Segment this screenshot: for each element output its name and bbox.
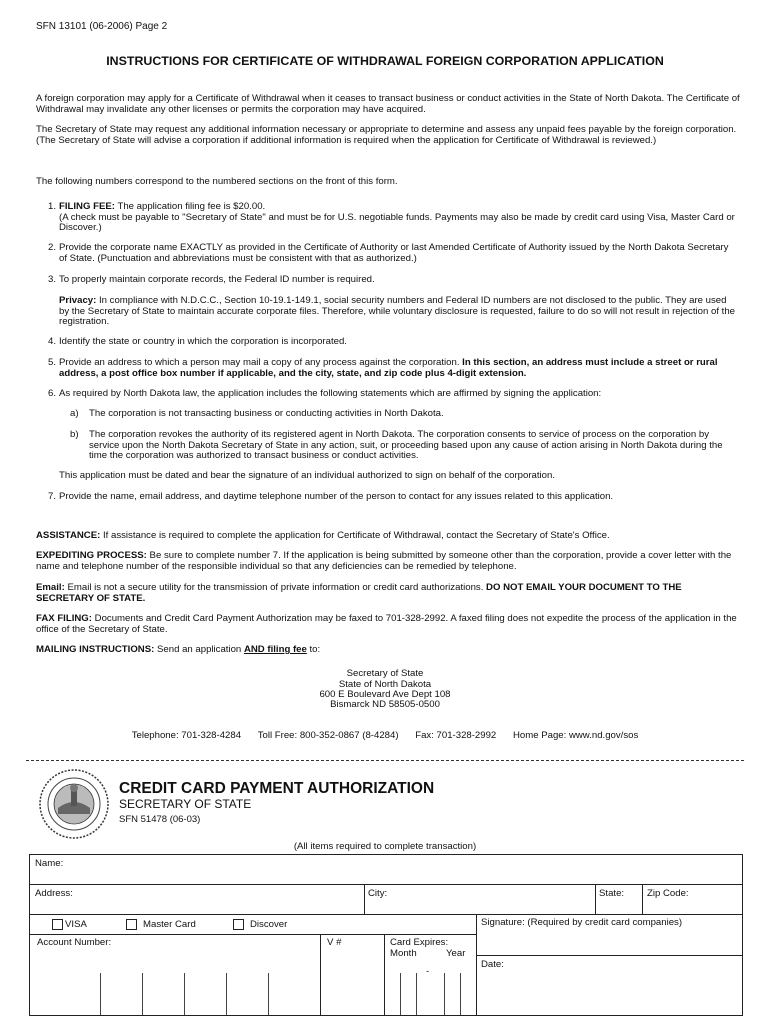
account-number-label: Account Number:	[37, 937, 112, 948]
state-seal-icon	[38, 768, 110, 840]
mastercard-label: Master Card	[143, 919, 196, 930]
discover-label: Discover	[250, 919, 288, 930]
note-heading: EXPEDITING PROCESS:	[36, 550, 147, 561]
cc-form-number: SFN 51478 (06-03)	[119, 814, 201, 825]
expediting-note	[36, 551, 740, 572]
zip-field-label: Zip Code:	[647, 888, 689, 899]
address-line-3: 600 E Boulevard Ave Dept 108	[319, 689, 451, 700]
note-body: If assistance is required to complete the application for Certificate of Withdrawal, contact the Secretary of State's Office.	[100, 530, 610, 541]
note-warning: DO NOT EMAIL YOUR DOCUMENT TO THE SECRETARY OF STATE.	[36, 582, 682, 604]
card-expires-label: Card Expires:	[390, 937, 449, 948]
statement-label: a)	[70, 408, 79, 419]
state-field-label: State:	[599, 888, 625, 899]
item-heading: FILING FEE:	[59, 201, 115, 212]
toll-free: Toll Free: 800-352-0867 (8-4284)	[257, 730, 399, 741]
fax-note	[36, 614, 740, 635]
privacy-heading: Privacy:	[59, 295, 97, 306]
note-body: Send an application	[154, 644, 244, 655]
item-text	[59, 358, 739, 379]
cc-office: SECRETARY OF STATE	[119, 797, 252, 811]
item-text: This application must be dated and bear the signature of an individual authorized to sign on behalf of the corporation.	[59, 470, 556, 481]
contact-line	[0, 731, 770, 742]
item-text: As required by North Dakota law, the application includes the following statements which are affirmed by signing the application:	[59, 388, 602, 399]
note-body: Email is not a secure utility for the transmission of private information or credit card authorizations.	[64, 582, 487, 593]
intro-paragraph-1: A foreign corporation may apply for a Certificate of Withdrawal when it ceases to transact business or conduct activities in the State of North Dakota. The Certificate of Withdrawal may invalidate any other licenses or permits the corporation may have acquired.	[36, 93, 740, 115]
item-text: Identify the state or country in which the corporation is incorporated.	[59, 336, 347, 347]
note-underline: AND filing fee	[243, 644, 307, 655]
item-number: 2.	[47, 242, 56, 253]
item-number: 6.	[47, 388, 56, 399]
note-heading: FAX FILING:	[36, 613, 92, 624]
name-field-label: Name:	[35, 858, 64, 869]
statement-label: b)	[70, 429, 79, 440]
privacy-body: In compliance with N.D.C.C., Section 10-19.1-149.1, social security numbers and Federal ID numbers are not disclosed to the public. They are used by the Secretary of State to maintain accurate corporate files. Therefore, while voluntary disclosure is requested, failure to do so will not result in rejection of the registration.	[59, 295, 735, 328]
required-note: (All items required to complete transaction)	[293, 841, 477, 852]
address-field-label: Address:	[35, 888, 73, 899]
item-text: Provide the name, email address, and daytime telephone number of the person to contact for any issues related to this application.	[59, 491, 614, 502]
item-body-2: (A check must be payable to "Secretary of State" and must be for U.S. negotiable funds. Payments may also be made by credit card using Visa, Master Card or Discover.)	[59, 211, 735, 234]
item-text: To properly maintain corporate records, the Federal ID number is required.	[59, 274, 375, 285]
item-body: Provide an address to which a person may mail a copy of any process against the corporation.	[59, 357, 463, 368]
statement-text: The corporation revokes the authority of its registered agent in North Dakota. The corporation consents to service of process on the corporation by service upon the North Dakota Secretary of State in any action, suit, or proceeding based upon any cause of action arising in North Dakota during the time the corporation was authorized to transact business or conduct activities.	[89, 429, 723, 462]
note-body: Be sure to complete number 7. If the application is being submitted by someone other than the corporation, provide a cover letter with the name and telephone number of the responsible individual so that any deficiencies can be remedied by telephone.	[36, 550, 732, 572]
statement-text: The corporation is not transacting business or conducting activities in North Dakota.	[89, 408, 444, 419]
home-page: Home Page: www.nd.gov/sos	[512, 730, 639, 741]
visa-checkbox[interactable]	[52, 919, 63, 930]
note-heading: ASSISTANCE:	[36, 530, 101, 541]
note-heading: MAILING INSTRUCTIONS:	[36, 644, 155, 655]
note-heading: Email:	[36, 582, 65, 593]
year-label: Year	[446, 948, 466, 959]
item-text	[59, 202, 739, 234]
month-label: Month	[390, 948, 417, 959]
item-number: 3.	[47, 274, 56, 285]
item-body: The application filing fee is $20.00.	[114, 201, 266, 212]
address-line-1: Secretary of State	[346, 668, 424, 679]
telephone: Telephone: 701-328-4284	[131, 730, 242, 741]
item-number: 7.	[47, 491, 56, 502]
item-text: Provide the corporate name EXACTLY as provided in the Certificate of Authority or last Amended Certificate of Authority issued by the North Dakota Secretary of State. (Punctuation and abbreviations must be consistent with that as authorized.)	[59, 242, 729, 264]
signature-field-label: Signature: (Required by credit card companies)	[481, 917, 683, 928]
date-field-label: Date:	[481, 959, 504, 970]
mastercard-checkbox[interactable]	[126, 919, 137, 930]
assistance-note	[36, 531, 740, 542]
form-header: SFN 13101 (06-2006) Page 2	[36, 21, 168, 32]
note-body: Documents and Credit Card Payment Authorization may be faxed to 701-328-2992. A faxed filing does not expedite the process of the application in the office of the Secretary of State.	[36, 613, 737, 635]
city-field-label: City:	[368, 888, 388, 899]
v-number-label: V #	[327, 937, 342, 948]
address-line-2: State of North Dakota	[338, 679, 432, 690]
item-number: 1.	[47, 201, 56, 212]
note-body-2: to:	[306, 644, 321, 655]
intro-paragraph-2: The Secretary of State may request any additional information necessary or appropriate to determine and assess any unpaid fees payable by the foreign corporation. (The Secretary of State will advise a corporation if additional information is required when the application for Certificate of Withdrawal is reviewed.)	[36, 124, 737, 146]
cc-title: CREDIT CARD PAYMENT AUTHORIZATION	[119, 780, 435, 797]
date-separator: -	[426, 966, 430, 977]
address-line-4: Bismarck ND 58505-0500	[330, 699, 440, 710]
item-number: 4.	[47, 336, 56, 347]
item-number: 5.	[47, 357, 56, 368]
page-title: INSTRUCTIONS FOR CERTIFICATE OF WITHDRAWAL FOREIGN CORPORATION APPLICATION	[106, 54, 664, 68]
fax-number: Fax: 701-328-2992	[415, 730, 497, 741]
intro-paragraph-3: The following numbers correspond to the numbered sections on the front of this form.	[36, 176, 398, 187]
item-emphasis: In this section, an address must include a street or rural address, a post office box number if applicable, and the city, state, and zip code plus 4-digit extension.	[59, 357, 718, 379]
visa-label: VISA	[65, 919, 87, 930]
credit-card-form	[29, 854, 743, 1016]
cut-line	[26, 760, 744, 761]
mailing-note	[36, 645, 740, 656]
discover-checkbox[interactable]	[233, 919, 244, 930]
email-note	[36, 583, 740, 604]
